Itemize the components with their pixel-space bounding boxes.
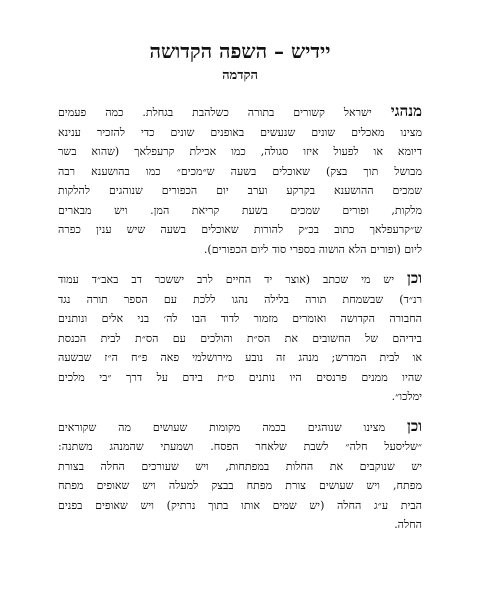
text-line: מבושל תוך בצק) שאוכלים בשעה ש״מכים״ כמו בהושענא רבה <box>58 164 422 178</box>
text-line: ״שליסעל חלה״ לשבת שלאחר הפסח. ושמעתי שהמנהג משתנה: <box>58 440 422 453</box>
text-line: ליום (ופורים הלא הושוה בספרי סוד ליום הכפורים). <box>203 242 422 256</box>
section-heading: הקדמה <box>222 68 258 83</box>
text-line: ימלכו״. <box>391 390 422 403</box>
text-line: מפתח, ויש שעושים צורת מפתח בבצק למעלה ויש שאופים מפתח <box>58 479 422 492</box>
paragraph-lead-word: וכן <box>407 269 422 287</box>
paragraph-lead-word: וכן <box>407 416 422 435</box>
text-line: הבית ע״ג החלה (יש שמים אותו בתוך נרתיק) ויש שאופים בפנים <box>58 498 422 512</box>
text-line: שהיו ממנים פרנסים היו נותנים ס״ת בידם על דרך ״בי מלכים <box>58 370 422 384</box>
text-line: החלה. <box>394 518 422 531</box>
paragraph-lead-word: מנהגי <box>390 102 422 120</box>
text-line: ש״קרעפלאך כתוב בכ״ק להורות שאוכלים בשעה שיש ענין כפרה <box>58 223 422 236</box>
paragraph <box>58 102 422 259</box>
text-line: או לבית המדרש; מנהג זה נובע מירושלמי פאה פ״ח ה״ז שבשעה <box>58 351 422 364</box>
text-line: מצינו מאכלים שונים שנעשים באופנים שונים כדי להזכיר ענינא <box>58 125 422 139</box>
text-line: וכן יש מי שכתב (אוצר יד החיים לרב יששכר דב באב״ד עמוד <box>58 269 422 287</box>
text-line: דיומא או לפעול איזו סגולה, כמו אכילת קרעפלאך (שהוא בשר <box>58 145 422 158</box>
text-line: רנ״ד) שבשמחת תורה בלילה נהגו ללכת עם הספר תורה נגד <box>58 292 422 306</box>
paragraph <box>58 417 422 535</box>
paragraph <box>58 269 422 407</box>
text-line: מלקות, ופורים שמכים בשעת קריאת המן. ויש מבארים <box>58 203 422 217</box>
text-line: החבורה הקדושה ואומרים מזמור לדוד הבו לה׳ בני אלים ונותנים <box>58 312 422 325</box>
text-line: יש שנוקבים את החלות במפתחות, ויש שעורכים החלה בצורת <box>58 459 422 473</box>
text-line: מנהגי ישראל קשורים בתורה כשלהבת בגחלת. כמה פעמים <box>58 102 422 120</box>
text-line: וכן מצינו שנוהגים בכמה מקומות שעושים מה שקוראים <box>58 416 422 435</box>
text-line: בידיהם של החשובים את הס״ת והולכים עם הס״ת לבית הכנסת <box>58 331 422 345</box>
page-title: יידיש – השפה הקדושה <box>149 39 331 63</box>
text-line: שמכים ההושענא בקרקע וערב יום הכפורים שנוהגים להלקות <box>58 184 422 197</box>
